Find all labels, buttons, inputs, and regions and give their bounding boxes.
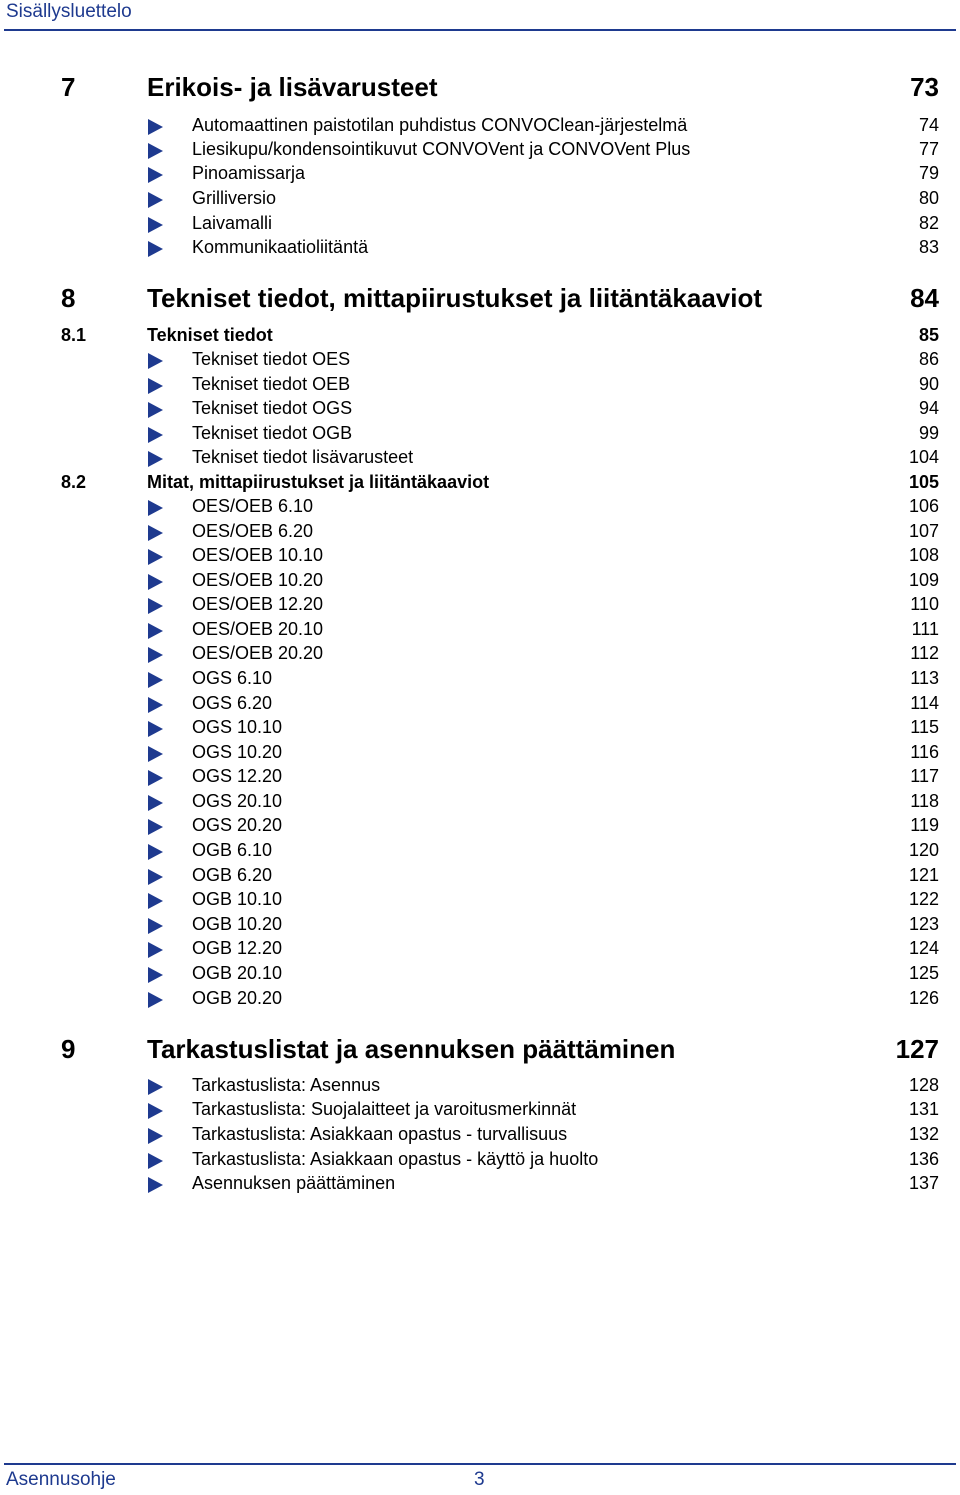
toc-page-number: 90 bbox=[918, 374, 939, 394]
triangle-bullet-icon bbox=[148, 353, 163, 369]
triangle-bullet-icon bbox=[148, 918, 163, 934]
toc-page-number: 84 bbox=[910, 283, 939, 313]
triangle-bullet-icon bbox=[148, 819, 163, 835]
toc-title: OGS 20.20 bbox=[192, 815, 283, 835]
toc-title: OES/OEB 20.20 bbox=[192, 643, 324, 663]
toc-title: OES/OEB 6.10 bbox=[192, 496, 314, 516]
triangle-bullet-icon bbox=[148, 967, 163, 983]
toc-chapter[interactable] bbox=[0, 283, 960, 313]
toc-item[interactable] bbox=[0, 594, 960, 618]
triangle-bullet-icon bbox=[148, 869, 163, 885]
triangle-bullet-icon bbox=[148, 672, 163, 688]
triangle-bullet-icon bbox=[148, 119, 163, 135]
toc-page-number: 126 bbox=[908, 988, 939, 1008]
toc-title: OGS 10.20 bbox=[192, 742, 283, 762]
toc-title: Tekniset tiedot OES bbox=[192, 349, 351, 369]
triangle-bullet-icon bbox=[148, 623, 163, 639]
toc-page-number: 121 bbox=[908, 865, 939, 885]
toc-title: Tekniset tiedot bbox=[147, 325, 273, 345]
toc-item[interactable] bbox=[0, 115, 960, 139]
toc-page-number: 86 bbox=[918, 349, 939, 369]
toc-section[interactable] bbox=[0, 325, 960, 349]
toc-title: OGS 20.10 bbox=[192, 791, 283, 811]
toc-title: Tekniset tiedot OGB bbox=[192, 423, 353, 443]
triangle-bullet-icon bbox=[148, 451, 163, 467]
toc-page-number: 132 bbox=[908, 1124, 939, 1144]
toc-item[interactable] bbox=[0, 1124, 960, 1148]
toc-page-number: 115 bbox=[910, 717, 939, 737]
toc-page-number: 73 bbox=[910, 72, 939, 102]
toc-title: OGB 20.10 bbox=[192, 963, 283, 983]
toc-item[interactable] bbox=[0, 766, 960, 790]
toc-title: Grilliversio bbox=[192, 188, 277, 208]
triangle-bullet-icon bbox=[148, 795, 163, 811]
toc-page-number: 79 bbox=[918, 163, 939, 183]
toc-number: 8 bbox=[61, 283, 76, 313]
triangle-bullet-icon bbox=[148, 598, 163, 614]
toc-title: Tarkastuslista: Asiakkaan opastus - käyttö ja huolto bbox=[192, 1149, 599, 1169]
toc-page-number: 116 bbox=[910, 742, 939, 762]
toc-title: Tekniset tiedot lisävarusteet bbox=[192, 447, 414, 467]
toc-item[interactable] bbox=[0, 349, 960, 373]
triangle-bullet-icon bbox=[148, 844, 163, 860]
toc-title: Pinoamissarja bbox=[192, 163, 306, 183]
toc-item[interactable] bbox=[0, 914, 960, 938]
toc-item[interactable] bbox=[0, 398, 960, 422]
toc-item[interactable] bbox=[0, 521, 960, 545]
toc-page-number: 74 bbox=[918, 115, 939, 135]
triangle-bullet-icon bbox=[148, 192, 163, 208]
triangle-bullet-icon bbox=[148, 697, 163, 713]
toc-title: OGS 12.20 bbox=[192, 766, 283, 786]
triangle-bullet-icon bbox=[148, 402, 163, 418]
toc-title: OGB 10.10 bbox=[192, 889, 283, 909]
toc-page-number: 80 bbox=[918, 188, 939, 208]
toc-page-number: 137 bbox=[908, 1173, 939, 1193]
toc-chapter[interactable] bbox=[0, 72, 960, 102]
toc-item[interactable] bbox=[0, 643, 960, 667]
toc-item[interactable] bbox=[0, 570, 960, 594]
toc-page-number: 119 bbox=[910, 815, 939, 835]
page-header-title: Sisällysluettelo bbox=[6, 1, 132, 22]
toc-item[interactable] bbox=[0, 791, 960, 815]
toc-page-number: 82 bbox=[918, 213, 939, 233]
toc-title: OGB 10.20 bbox=[192, 914, 283, 934]
toc-item[interactable] bbox=[0, 889, 960, 913]
toc-chapter[interactable] bbox=[0, 1034, 960, 1064]
toc-page-number: 104 bbox=[908, 447, 939, 467]
toc-item[interactable] bbox=[0, 1173, 960, 1197]
toc-item[interactable] bbox=[0, 938, 960, 962]
toc-item[interactable] bbox=[0, 717, 960, 741]
toc-section[interactable] bbox=[0, 472, 960, 496]
triangle-bullet-icon bbox=[148, 241, 163, 257]
toc-item[interactable] bbox=[0, 447, 960, 471]
triangle-bullet-icon bbox=[148, 525, 163, 541]
triangle-bullet-icon bbox=[148, 427, 163, 443]
toc-item[interactable] bbox=[0, 237, 960, 261]
toc-title: Tekniset tiedot OGS bbox=[192, 398, 353, 418]
toc-page-number: 114 bbox=[910, 693, 939, 713]
header-divider bbox=[4, 29, 956, 31]
triangle-bullet-icon bbox=[148, 549, 163, 565]
triangle-bullet-icon bbox=[148, 746, 163, 762]
triangle-bullet-icon bbox=[148, 1153, 163, 1169]
triangle-bullet-icon bbox=[148, 1079, 163, 1095]
toc-title: Tarkastuslista: Asiakkaan opastus - turvallisuus bbox=[192, 1124, 568, 1144]
toc-page-number: 106 bbox=[908, 496, 939, 516]
triangle-bullet-icon bbox=[148, 770, 163, 786]
toc-title: OGB 6.20 bbox=[192, 865, 273, 885]
toc-page-number: 107 bbox=[908, 521, 939, 541]
toc-title: OES/OEB 10.10 bbox=[192, 545, 324, 565]
toc-title: OGB 20.20 bbox=[192, 988, 283, 1008]
triangle-bullet-icon bbox=[148, 1103, 163, 1119]
toc-title: Automaattinen paistotilan puhdistus CONVOClean-järjestelmä bbox=[192, 115, 688, 135]
toc-page-number: 110 bbox=[910, 594, 939, 614]
footer-page-number: 3 bbox=[474, 1469, 485, 1490]
toc-page-number: 77 bbox=[918, 139, 939, 159]
toc-title: Tekniset tiedot OEB bbox=[192, 374, 351, 394]
triangle-bullet-icon bbox=[148, 1128, 163, 1144]
toc-number: 9 bbox=[61, 1034, 76, 1064]
triangle-bullet-icon bbox=[148, 500, 163, 516]
toc-title: Tarkastuslista: Asennus bbox=[192, 1075, 381, 1095]
toc-number: 8.2 bbox=[61, 472, 87, 492]
triangle-bullet-icon bbox=[148, 143, 163, 159]
toc-title: OGS 10.10 bbox=[192, 717, 283, 737]
toc-page-number: 117 bbox=[910, 766, 939, 786]
toc-title: Tekniset tiedot, mittapiirustukset ja liitäntäkaaviot bbox=[147, 283, 762, 313]
triangle-bullet-icon bbox=[148, 217, 163, 233]
toc-number: 8.1 bbox=[61, 325, 87, 345]
toc-title: OES/OEB 6.20 bbox=[192, 521, 314, 541]
toc-page-number: 112 bbox=[910, 643, 939, 663]
toc-page-number: 99 bbox=[918, 423, 939, 443]
toc-item[interactable] bbox=[0, 423, 960, 447]
toc-item[interactable] bbox=[0, 1075, 960, 1099]
toc-title: OES/OEB 10.20 bbox=[192, 570, 324, 590]
toc-page-number: 122 bbox=[908, 889, 939, 909]
toc-title: Asennuksen päättäminen bbox=[192, 1173, 396, 1193]
toc-page-number: 109 bbox=[908, 570, 939, 590]
toc-title: OGS 6.20 bbox=[192, 693, 273, 713]
toc-page-number: 123 bbox=[908, 914, 939, 934]
triangle-bullet-icon bbox=[148, 378, 163, 394]
toc-page-number: 111 bbox=[911, 619, 939, 639]
toc-page-number: 124 bbox=[908, 938, 939, 958]
triangle-bullet-icon bbox=[148, 893, 163, 909]
toc-title: Kommunikaatioliitäntä bbox=[192, 237, 369, 257]
toc-page-number: 118 bbox=[910, 791, 939, 811]
toc-item[interactable] bbox=[0, 374, 960, 398]
triangle-bullet-icon bbox=[148, 942, 163, 958]
toc-item[interactable] bbox=[0, 139, 960, 163]
toc-item[interactable] bbox=[0, 1149, 960, 1173]
toc-item[interactable] bbox=[0, 619, 960, 643]
toc-item[interactable] bbox=[0, 840, 960, 864]
toc-page-number: 127 bbox=[895, 1034, 939, 1064]
toc-title: OGS 6.10 bbox=[192, 668, 273, 688]
triangle-bullet-icon bbox=[148, 647, 163, 663]
toc-page-number: 83 bbox=[918, 237, 939, 257]
toc-page-number: 131 bbox=[908, 1099, 939, 1119]
toc-title: Tarkastuslistat ja asennuksen päättäminen bbox=[147, 1034, 676, 1064]
toc-item[interactable] bbox=[0, 545, 960, 569]
toc-title: Mitat, mittapiirustukset ja liitäntäkaaviot bbox=[147, 472, 490, 492]
toc-page-number: 125 bbox=[908, 963, 939, 983]
toc-page-number: 113 bbox=[910, 668, 939, 688]
toc-item[interactable] bbox=[0, 963, 960, 987]
toc-page-number: 105 bbox=[908, 472, 939, 492]
toc-item[interactable] bbox=[0, 693, 960, 717]
toc-item[interactable] bbox=[0, 188, 960, 212]
toc-item[interactable] bbox=[0, 988, 960, 1012]
toc-title: Tarkastuslista: Suojalaitteet ja varoitusmerkinnät bbox=[192, 1099, 577, 1119]
toc-page-number: 85 bbox=[918, 325, 939, 345]
triangle-bullet-icon bbox=[148, 1177, 163, 1193]
triangle-bullet-icon bbox=[148, 167, 163, 183]
toc-item[interactable] bbox=[0, 742, 960, 766]
toc-title: OES/OEB 20.10 bbox=[192, 619, 324, 639]
toc-title: Liesikupu/kondensointikuvut CONVOVent ja CONVOVent Plus bbox=[192, 139, 691, 159]
toc-item[interactable] bbox=[0, 865, 960, 889]
toc-page-number: 136 bbox=[908, 1149, 939, 1169]
toc-item[interactable] bbox=[0, 1099, 960, 1123]
toc-page-number: 94 bbox=[918, 398, 939, 418]
toc-item[interactable] bbox=[0, 213, 960, 237]
toc-item[interactable] bbox=[0, 815, 960, 839]
footer-document-name: Asennusohje bbox=[6, 1469, 116, 1490]
toc-page-number: 108 bbox=[908, 545, 939, 565]
toc-title: OES/OEB 12.20 bbox=[192, 594, 324, 614]
toc-title: Erikois- ja lisävarusteet bbox=[147, 72, 438, 102]
toc-number: 7 bbox=[61, 72, 76, 102]
toc-title: OGB 6.10 bbox=[192, 840, 273, 860]
toc-item[interactable] bbox=[0, 668, 960, 692]
toc-page-number: 128 bbox=[908, 1075, 939, 1095]
toc-item[interactable] bbox=[0, 496, 960, 520]
toc-title: OGB 12.20 bbox=[192, 938, 283, 958]
footer-divider bbox=[4, 1463, 956, 1465]
toc-item[interactable] bbox=[0, 163, 960, 187]
triangle-bullet-icon bbox=[148, 574, 163, 590]
triangle-bullet-icon bbox=[148, 721, 163, 737]
triangle-bullet-icon bbox=[148, 992, 163, 1008]
toc-page-number: 120 bbox=[908, 840, 939, 860]
toc-title: Laivamalli bbox=[192, 213, 273, 233]
